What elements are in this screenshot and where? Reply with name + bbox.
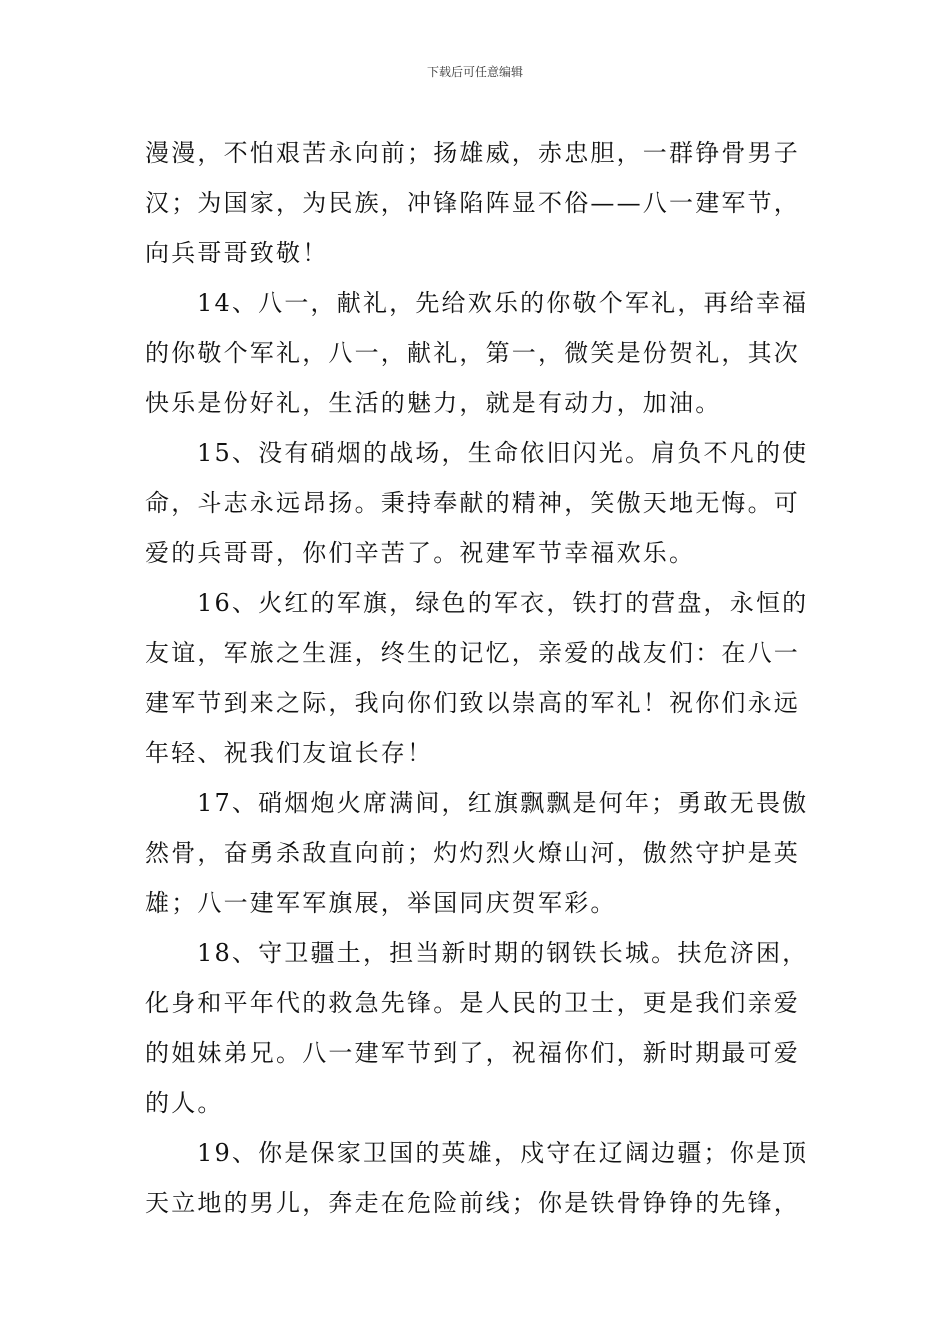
page-header: 下载后可任意编辑 (426, 65, 523, 79)
paragraph-first-line: 19、你是保家卫国的英雄，戍守在辽阔边疆；你是顶 (197, 1139, 809, 1167)
text-line: 的姐妹弟兄。八一建军节到了，祝福你们，新时期最可爱 (145, 1039, 800, 1067)
text-line: 化身和平年代的救急先锋。是人民的卫士，更是我们亲爱 (145, 989, 800, 1017)
text-line: 友谊，军旅之生涯，终生的记忆，亲爱的战友们：在八一 (145, 639, 800, 667)
text-line: 的你敬个军礼，八一，献礼，第一，微笑是份贺礼，其次 (145, 339, 800, 367)
text-line: 漫漫，不怕艰苦永向前；扬雄威，赤忠胆，一群铮骨男子 (145, 139, 800, 167)
document-body (145, 128, 807, 1228)
text-line: 的人。 (145, 1089, 224, 1117)
paragraph-first-line: 14、八一，献礼，先给欢乐的你敬个军礼，再给幸福 (197, 289, 809, 317)
paragraph-first-line: 18、守卫疆土，担当新时期的钢铁长城。扶危济困， (197, 939, 809, 967)
text-line: 然骨，奋勇杀敌直向前；灼灼烈火燎山河，傲然守护是英 (145, 839, 800, 867)
text-line: 命，斗志永远昂扬。秉持奉献的精神，笑傲天地无悔。可 (145, 489, 800, 517)
paragraph-first-line: 15、没有硝烟的战场，生命依旧闪光。肩负不凡的使 (197, 439, 809, 467)
text-line: 向兵哥哥致敬！ (145, 239, 329, 267)
paragraph-first-line: 16、火红的军旗，绿色的军衣，铁打的营盘，永恒的 (197, 589, 809, 617)
text-line: 建军节到来之际，我向你们致以崇高的军礼！祝你们永远 (145, 689, 800, 717)
text-line: 天立地的男儿，奔走在危险前线；你是铁骨铮铮的先锋， (145, 1189, 800, 1217)
text-line: 雄；八一建军军旗展，举国同庆贺军彩。 (145, 889, 617, 917)
text-line: 爱的兵哥哥，你们辛苦了。祝建军节幸福欢乐。 (145, 539, 696, 567)
text-line: 快乐是份好礼，生活的魅力，就是有动力，加油。 (145, 389, 722, 417)
text-line: 年轻、祝我们友谊长存！ (145, 739, 434, 767)
text-line: 汉；为国家，为民族，冲锋陷阵显不俗——八一建军节， (145, 189, 800, 217)
paragraph-first-line: 17、硝烟炮火席满间，红旗飘飘是何年；勇敢无畏傲 (197, 789, 809, 817)
